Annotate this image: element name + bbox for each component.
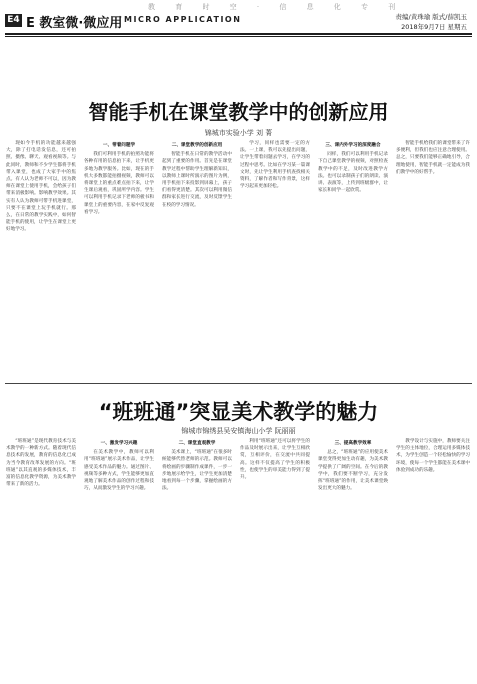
article1-paragraph: 智能手机在日常的教学活动中起到了重要的作用。首先是在课堂教学过程中帮助学生理解新知识，以教师上课时所演示的图片为例，用手机拍下来投影到屏幕上，孩子们看得更清楚。其次可以利用微信群和家长进行交流，及时反馈学生在校的学习情况。	[162, 152, 232, 208]
date-line: 2018年9月7日 星期五	[401, 23, 467, 31]
article2-column-5	[318, 438, 388, 682]
header-rule	[5, 33, 472, 35]
article1-paragraph: 同样，我们可以利用手机记录下自己课堂教学的视频，对照检查教学中的不足，及时改进教学方法。也可以录制孩子们的朗读、演讲、表演等，上传到班级群中，让家长和同学一起欣赏。	[318, 152, 388, 194]
article1-paragraph: 我们可利用手机的拍照功能将各种有用的信息拍下来，让手机更多地为教学服务。比如，现在的手机大多数都能拍摄视频，教师可以将课堂上的重点难点拍下来，让学生课后观看，巩固所学内容。学生可以利用手机记录下老师的板书和课堂上的重要内容，在家中反复观看学习。	[84, 152, 154, 215]
article2-column-3	[162, 438, 232, 682]
article2-column-2	[84, 438, 154, 682]
article1-column-2	[84, 140, 154, 378]
section-title: E 教室微·微应用	[26, 16, 123, 31]
article-divider	[5, 383, 472, 384]
article1-paragraph: 学习，同样也需要一定的方法。一上课，我可以先提出问题，让学生带着问题去学习，在学习的过程中思考。比如在学习某一篇课文时，先让学生利用手机查找相关资料，了解作者和写作背景，这样学习起来更加轻松。	[240, 141, 310, 190]
article2-paragraph: 在美术教学中，教师可以利用“班班通”展示美术作品，让学生感受美术作品的魅力。通过图片、视频等多种方式，学生能够更加直观地了解美术作品的创作过程和技巧，从而激发学生的学习兴趣。	[84, 450, 154, 492]
article2-column-4	[240, 438, 310, 682]
article1-title: 智能手机在课堂教学中的创新应用	[88, 100, 389, 124]
series-label: 教 育 时 空 · 信 息 化 专 刊	[148, 3, 405, 11]
article1-column-5	[318, 140, 388, 378]
editor-line: 责编/黄珠瑜 版式/薛凯玉	[395, 13, 467, 21]
article1-column-3	[162, 140, 232, 378]
article2-subheading: 二、课堂直观教学	[178, 441, 216, 446]
article1-paragraph: 智能手机给我们的课堂带来了许多便利，但我们也应注意合理使用。总之，只要我们能够正确地引导，合理地使用，智能手机就一定能成为我们教学中的好帮手。	[396, 141, 470, 175]
article2-paragraph: 利用“班班通”还可以将学生的作品及时展示出来，让学生互相欣赏，互相评价，在交流中共同提高。这样不仅提高了学生的积极性，也使学生的审美能力得到了提升。	[240, 439, 310, 481]
article1-subheading: 一、带着问题学	[102, 143, 136, 148]
article1-column-4	[240, 140, 310, 378]
article2-byline: 锦城市锦绣县吴安镇海山小学 阮丽丽	[181, 427, 296, 435]
header-rule-thin	[5, 36, 472, 37]
article1-subheading: 三、课内外学习的深度融合	[325, 143, 381, 148]
article1-column-6	[396, 140, 470, 378]
article1-paragraph: 现如今手机的功能越来越强大，除了打电话发信息，还可拍照、摄像、聊天、观看视频等。与此同时，教师和不少学生都将手机带入课堂，也成了大家手中的焦点。有人认为老师不可以，因为教师在课堂上使用手机，会给孩子们带来消极影响。影响教学效果。其实有人认为教师可带手机进课堂，只要不在课堂上玩手机就行。那么，在日常的教学实践中，如何智能手机的使用，让学生在课堂上更好地学习。	[6, 141, 76, 233]
article2-column-1	[6, 438, 76, 682]
article2-paragraph: 美术课上，“班班通”在很多时候能够代替老师的示范。教师可以将绘画的步骤制作成课件，一步一步地展示给学生，让学生更加清楚地看到每一个步骤，掌握绘画的方法。	[162, 450, 232, 492]
article2-paragraph: 总之，“班班通”的应用使美术课堂变得更加生动有趣，为美术教学提供了广阔的空间。在今后的教学中，我们要不断学习，充分发挥“班班通”的作用，让美术课堂焕发出更大的魅力。	[318, 450, 388, 492]
article1-column-1	[6, 140, 76, 378]
issue-meta	[396, 12, 467, 32]
page-header	[0, 0, 477, 44]
page-number-tag: E4	[5, 14, 22, 27]
article2-subheading: 三、提高教学效率	[334, 441, 372, 446]
article2-column-6	[396, 438, 470, 682]
article2-paragraph: “班班通”是现代教育技术与美术教学的一种新方式。随着现代信息技术的发展，教育的信息化已成为当今教育改革发展的方向。“班班通”以其直观的多媒体技术，丰富的信息化教学资源，为美术教学带来了新的活力。	[6, 439, 76, 488]
article1-subheading: 二、课堂教学的创新应用	[171, 143, 223, 148]
article2-subheading: 一、激发学习兴趣	[100, 441, 138, 446]
section-title-en: MICRO APPLICATION	[124, 15, 242, 24]
article2-paragraph: 教学设计与实施中，教师要关注学生的主体地位，合理运用多媒体技术，为学生创造一个轻松愉快的学习环境，使每一个学生都能在美术课中体验到成功的乐趣。	[396, 439, 470, 473]
article2-title: “班班通”突显美术教学的魅力	[98, 400, 379, 424]
article1-byline: 锦城市实验小学 刘 菁	[204, 129, 273, 137]
